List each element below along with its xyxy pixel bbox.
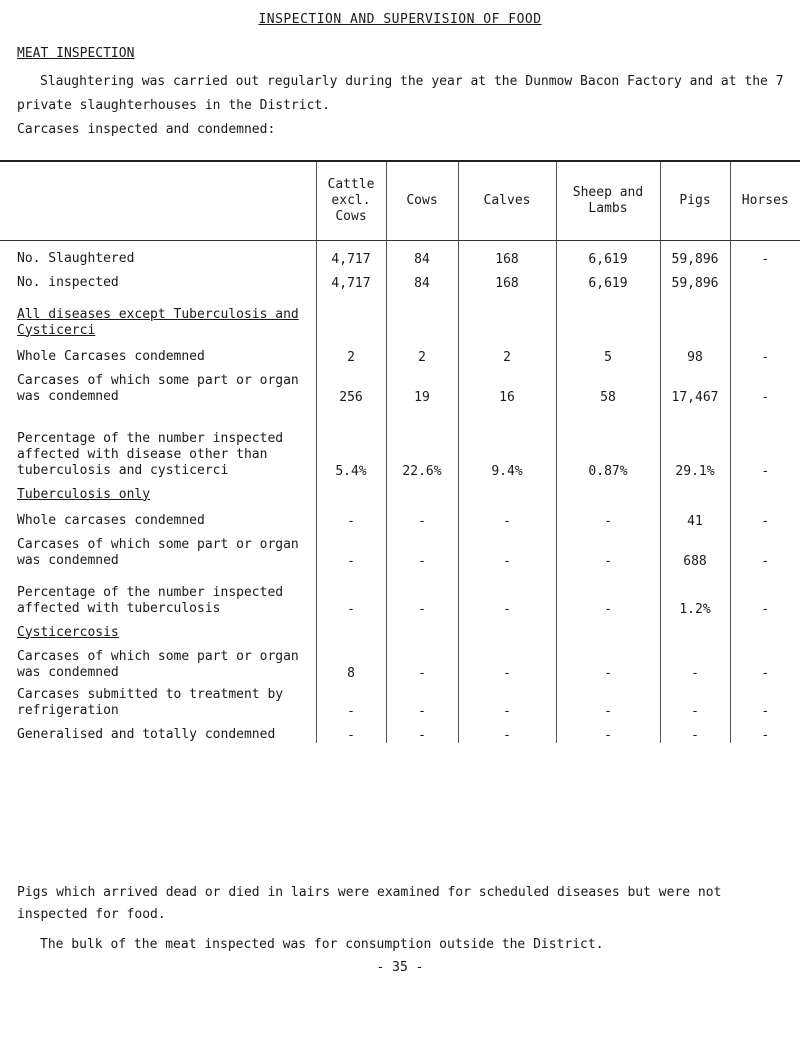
table-cell: - <box>730 503 800 529</box>
table-cell <box>730 291 800 339</box>
table-cell <box>730 617 800 641</box>
table-cell: 84 <box>386 267 458 291</box>
row-label-text: Generalised and totally condemned <box>17 726 276 742</box>
dead-pigs-note: Pigs which arrived dead or died in lairs were examined for scheduled diseases but were not inspected for food. <box>17 885 722 922</box>
row-label-text: All diseases except Tuberculosis and Cysticerci <box>17 306 299 338</box>
row-label-header <box>0 162 316 241</box>
table-section-row <box>0 617 800 641</box>
consumption-note: The bulk of the meat inspected was for consumption outside the District. <box>40 937 604 952</box>
column-header: Sheep and Lambs <box>556 162 660 241</box>
row-label-text: Percentage of the number inspected affected with disease other than tuberculosis and cysticerci <box>17 430 284 478</box>
row-label <box>0 719 316 743</box>
table-cell: - <box>730 529 800 569</box>
table-caption: Carcases inspected and condemned: <box>17 122 276 137</box>
row-label <box>0 617 316 641</box>
table-cell: - <box>730 339 800 365</box>
table-cell <box>730 267 800 291</box>
row-label <box>0 267 316 291</box>
table-cell: 4,717 <box>316 241 386 267</box>
table-cell: 19 <box>386 365 458 405</box>
row-label <box>0 529 316 569</box>
table-cell <box>660 617 730 641</box>
table-row <box>0 719 800 743</box>
table-cell: - <box>386 503 458 529</box>
row-label-text: No. inspected <box>17 274 119 290</box>
table-cell: 168 <box>458 241 556 267</box>
row-label <box>0 291 316 339</box>
table-row <box>0 365 800 405</box>
table-cell: 16 <box>458 365 556 405</box>
row-label-text: Carcases of which some part or organ was condemned <box>17 648 299 680</box>
table-cell: 59,896 <box>660 241 730 267</box>
table-cell: - <box>556 719 660 743</box>
row-label <box>0 641 316 681</box>
row-label-text: Cysticercosis <box>17 624 119 640</box>
table-cell: - <box>458 569 556 617</box>
table-cell: - <box>556 569 660 617</box>
table-cell: 9.4% <box>458 405 556 479</box>
row-label-text: Whole carcases condemned <box>17 512 205 528</box>
table-cell: - <box>458 681 556 719</box>
row-label-text: Carcases submitted to treatment by refrigeration <box>17 686 284 718</box>
table-cell <box>556 291 660 339</box>
table-cell: 1.2% <box>660 569 730 617</box>
row-label-text: Whole Carcases condemned <box>17 348 205 364</box>
table-cell: - <box>556 529 660 569</box>
row-label-text: Carcases of which some part or organ was condemned <box>17 372 299 404</box>
row-label <box>0 405 316 479</box>
table-cell: 4,717 <box>316 267 386 291</box>
table-cell: 22.6% <box>386 405 458 479</box>
table-row <box>0 681 800 719</box>
table-cell: - <box>730 365 800 405</box>
table-cell <box>660 479 730 503</box>
table-cell: - <box>660 641 730 681</box>
table-cell <box>386 479 458 503</box>
table-cell: - <box>730 569 800 617</box>
row-label-text: Percentage of the number inspected affected with tuberculosis <box>17 584 284 616</box>
table-section-row <box>0 291 800 339</box>
table-cell <box>660 291 730 339</box>
table-row <box>0 529 800 569</box>
table-cell <box>316 617 386 641</box>
table-row <box>0 641 800 681</box>
table-row <box>0 569 800 617</box>
table-cell: - <box>316 569 386 617</box>
table-cell: - <box>556 641 660 681</box>
table-cell: 84 <box>386 241 458 267</box>
table-cell: 8 <box>316 641 386 681</box>
table-cell: 98 <box>660 339 730 365</box>
page-title: INSPECTION AND SUPERVISION OF FOOD <box>258 12 542 27</box>
table-cell: 2 <box>386 339 458 365</box>
row-label <box>0 681 316 719</box>
table-cell: - <box>386 719 458 743</box>
row-label <box>0 503 316 529</box>
table-row <box>0 339 800 365</box>
table-cell: - <box>458 641 556 681</box>
table-cell <box>458 617 556 641</box>
table-cell: 5.4% <box>316 405 386 479</box>
table-cell: 17,467 <box>660 365 730 405</box>
row-label <box>0 365 316 405</box>
column-header: Pigs <box>660 162 730 241</box>
table-cell: 688 <box>660 529 730 569</box>
intro-paragraph: Slaughtering was carried out regularly during the year at the Dunmow Bacon Factory and at the 7 private slaughterhouses in the District. <box>17 74 784 113</box>
table-cell: - <box>386 569 458 617</box>
row-label <box>0 241 316 267</box>
table-cell: 5 <box>556 339 660 365</box>
section-heading: MEAT INSPECTION <box>17 46 135 61</box>
table-header-row <box>0 162 800 241</box>
table-cell <box>316 291 386 339</box>
table-cell: 2 <box>316 339 386 365</box>
table-cell <box>386 291 458 339</box>
table-cell: - <box>730 405 800 479</box>
column-header: Calves <box>458 162 556 241</box>
table-cell: 256 <box>316 365 386 405</box>
table-cell: - <box>316 503 386 529</box>
table-cell <box>556 479 660 503</box>
table-row <box>0 405 800 479</box>
table-cell: 29.1% <box>660 405 730 479</box>
column-header: Cows <box>386 162 458 241</box>
row-label <box>0 569 316 617</box>
table-cell: 0.87% <box>556 405 660 479</box>
table-cell: 59,896 <box>660 267 730 291</box>
table-cell: - <box>316 681 386 719</box>
table-cell <box>386 617 458 641</box>
table-cell: 168 <box>458 267 556 291</box>
table-cell: - <box>316 719 386 743</box>
table-cell: 2 <box>458 339 556 365</box>
column-header: Horses <box>730 162 800 241</box>
table-cell <box>730 479 800 503</box>
table-cell <box>458 291 556 339</box>
row-label-text: No. Slaughtered <box>17 250 135 266</box>
table-row <box>0 503 800 529</box>
table-cell: - <box>730 719 800 743</box>
table-section-row <box>0 479 800 503</box>
row-label <box>0 479 316 503</box>
table-cell: - <box>730 241 800 267</box>
table-cell: - <box>458 503 556 529</box>
row-label-text: Carcases of which some part or organ was condemned <box>17 536 299 568</box>
table-cell: - <box>386 681 458 719</box>
table-cell: 41 <box>660 503 730 529</box>
table-cell: - <box>316 529 386 569</box>
table-cell: 6,619 <box>556 241 660 267</box>
table-cell: - <box>730 681 800 719</box>
table-cell: - <box>660 719 730 743</box>
table-cell <box>316 479 386 503</box>
table-cell: - <box>458 529 556 569</box>
table-cell: - <box>660 681 730 719</box>
column-header: Cattle excl. Cows <box>316 162 386 241</box>
table-cell: - <box>386 641 458 681</box>
table-row <box>0 241 800 267</box>
table-cell: 6,619 <box>556 267 660 291</box>
table-cell <box>556 617 660 641</box>
table-row <box>0 267 800 291</box>
row-label-text: Tuberculosis only <box>17 486 151 502</box>
table-cell: - <box>556 503 660 529</box>
table-cell: - <box>458 719 556 743</box>
table-cell: - <box>556 681 660 719</box>
row-label <box>0 339 316 365</box>
inspection-table <box>0 162 800 743</box>
table-cell <box>458 479 556 503</box>
page-number: - 35 - <box>376 960 424 975</box>
table-cell: - <box>730 641 800 681</box>
table-cell: 58 <box>556 365 660 405</box>
table-cell: - <box>386 529 458 569</box>
